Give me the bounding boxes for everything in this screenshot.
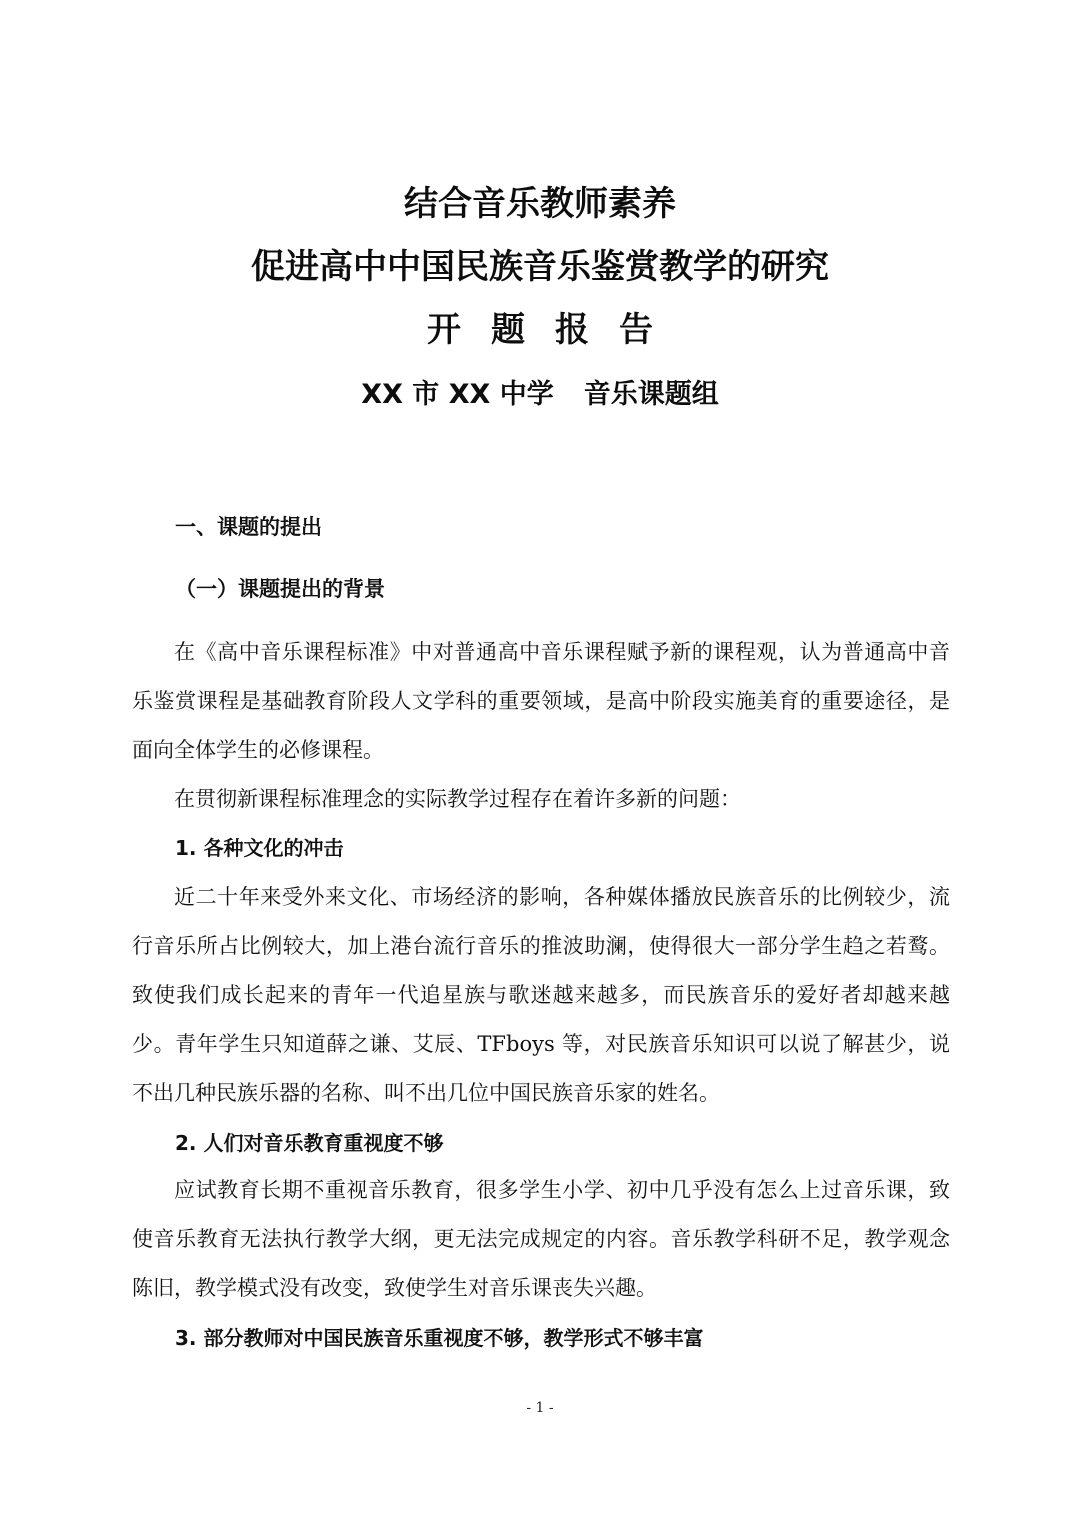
item-2-title: 2. 人们对音乐教育重视度不够: [175, 1131, 444, 1155]
item-1-title: 1. 各种文化的冲击: [175, 836, 344, 860]
title-line-1: 结合音乐教师素养: [404, 184, 676, 224]
page-number: - 1 -: [526, 1400, 554, 1416]
organization-school: XX 市 XX 中学: [361, 379, 554, 410]
organization-group: 音乐课题组: [583, 379, 719, 410]
background-paragraph-1: 在《高中音乐课程标准》中对普通高中音乐课程赋予新的课程观，认为普通高中音乐鉴赏课程是基础教育阶段人文学科的重要领域，是高中阶段实施美育的重要途径，是面向全体学生的必修课程。: [132, 640, 950, 762]
item-2-paragraph: 应试教育长期不重视音乐教育，很多学生小学、初中几乎没有怎么上过音乐课，致使音乐教育无法执行教学大纲，更无法完成规定的内容。音乐教学科研不足，教学观念陈旧，教学模式没有改变，致使学生对音乐课丧失兴趣。: [132, 1178, 950, 1300]
section-heading: 一、课题的提出: [175, 515, 322, 539]
title-line-3: 开题报告: [427, 310, 683, 350]
item-1-paragraph: 近二十年来受外来文化、市场经济的影响，各种媒体播放民族音乐的比例较少，流行音乐所占比例较大，加上港台流行音乐的推波助澜，使得很大一部分学生趋之若鹜。致使我们成长起来的青年一代追星族与歌迷越来越多，而民族音乐的爱好者却越来越少。青年学生只知道薛之谦、艾辰、TFboys 等，对民族音乐知识可以说了解甚少，说不出几种民族乐器的名称、叫不出几位中国民族音乐家的姓名。: [132, 885, 950, 1105]
title-line-2: 促进高中中国民族音乐鉴赏教学的研究: [251, 247, 829, 287]
item-3-title: 3. 部分教师对中国民族音乐重视度不够，教学形式不够丰富: [175, 1326, 704, 1350]
section-sub-heading: （一）课题提出的背景: [175, 577, 385, 601]
background-paragraph-2: 在贯彻新课程标准理念的实际教学过程存在着许多新的问题：: [174, 787, 741, 811]
organization-line: [0, 373, 1080, 417]
